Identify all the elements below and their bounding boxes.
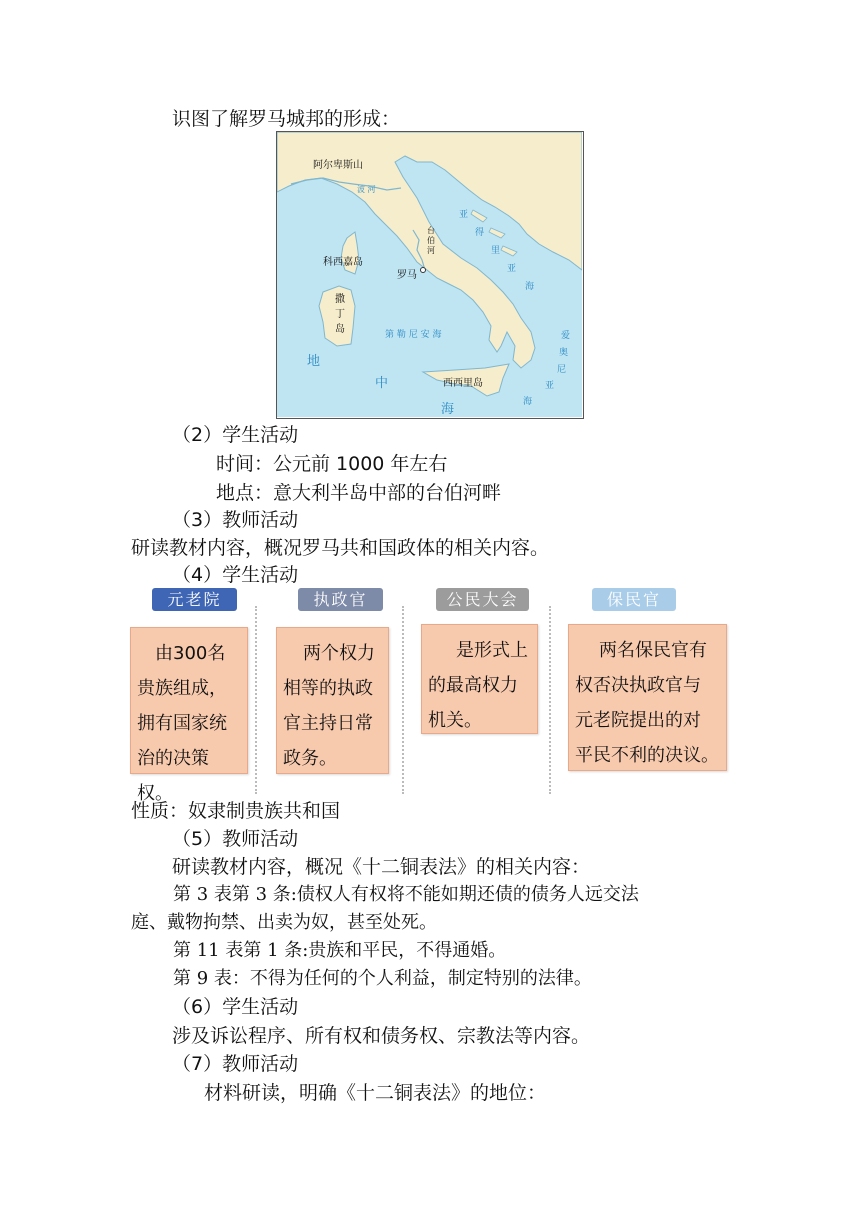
- roman-italy-map: [276, 131, 584, 419]
- map-intro: 识图了解罗马城邦的形成：: [172, 108, 401, 130]
- column-divider: [255, 606, 257, 794]
- nature-line: 性质：奴隶制贵族共和国: [131, 800, 341, 822]
- map-label-sardinia: 撒 丁 岛: [335, 294, 345, 335]
- map-label-tyrrhenian: 第 勒 尼 安 海: [385, 330, 442, 340]
- card-assembly-text: 是形式上 的最高权力 机关。: [428, 640, 528, 731]
- study-instruction-3: 材料研读，明确《十二铜表法》的地位：: [204, 1082, 547, 1104]
- column-divider: [549, 606, 551, 794]
- heading-teacher-activity-5: （5）教师活动: [172, 828, 299, 850]
- map-label-alps: 阿尔卑斯山: [313, 160, 363, 171]
- card-consul: [276, 627, 389, 774]
- map-label-adriatic: 亚 得 里 亚 海: [459, 210, 535, 292]
- tag-assembly: 公民大会: [436, 588, 529, 611]
- heading-teacher-activity-7: （7）教师活动: [172, 1053, 299, 1075]
- map-label-sicily: 西西里岛: [443, 378, 483, 389]
- tag-tribune: 保民官: [592, 588, 676, 611]
- heading-student-activity-6: （6）学生活动: [172, 996, 299, 1018]
- map-label-corsica: 科西嘉岛: [323, 257, 363, 268]
- law-table3-line2: 庭、戴物拘禁、出卖为奴，甚至处死。: [131, 912, 437, 933]
- card-senate: [130, 627, 248, 804]
- heading-teacher-activity-3: （3）教师活动: [172, 509, 299, 531]
- time-line: 时间：公元前 1000 年左右: [216, 453, 448, 475]
- map-label-tiber: 台 伯 河: [427, 226, 435, 255]
- tag-senate: 元老院: [152, 588, 237, 611]
- card-assembly: [421, 624, 538, 734]
- map-label-mediterranean: 地 中 海: [307, 354, 455, 417]
- card-tribune-text: 两名保民官有 权否决执政官与 元老院提出的对 平民不利的决议。: [575, 640, 719, 766]
- heading-student-activity-4: （4）学生活动: [172, 564, 299, 586]
- card-senate-text: 由300名 贵族组成， 拥有国家统 治的决策权。: [137, 643, 227, 804]
- column-divider: [402, 606, 404, 794]
- map-label-ionian: 爱 奥 尼 亚 海: [523, 331, 571, 407]
- law-table9: 第 9 表：不得为任何的个人利益，制定特别的法律。: [173, 968, 592, 989]
- tag-consul: 执政官: [298, 588, 383, 611]
- heading-student-activity-2: （2）学生活动: [172, 424, 299, 446]
- map-label-po: 波 河: [357, 185, 376, 194]
- content-line: 涉及诉讼程序、所有权和债务权、宗教法等内容。: [172, 1025, 591, 1047]
- card-tribune: [568, 624, 727, 771]
- law-table3-line1: 第 3 表第 3 条:债权人有权将不能如期还债的债务人远交法: [173, 884, 639, 905]
- law-table11: 第 11 表第 1 条:贵族和平民，不得通婚。: [173, 940, 507, 961]
- map-label-rome: 罗马: [397, 270, 417, 281]
- study-instruction-1: 研读教材内容，概况罗马共和国政体的相关内容。: [131, 537, 550, 559]
- study-instruction-2: 研读教材内容，概况《十二铜表法》的相关内容：: [172, 856, 591, 878]
- card-consul-text: 两个权力 相等的执政 官主持日常 政务。: [283, 643, 375, 769]
- place-line: 地点：意大利半岛中部的台伯河畔: [216, 482, 502, 504]
